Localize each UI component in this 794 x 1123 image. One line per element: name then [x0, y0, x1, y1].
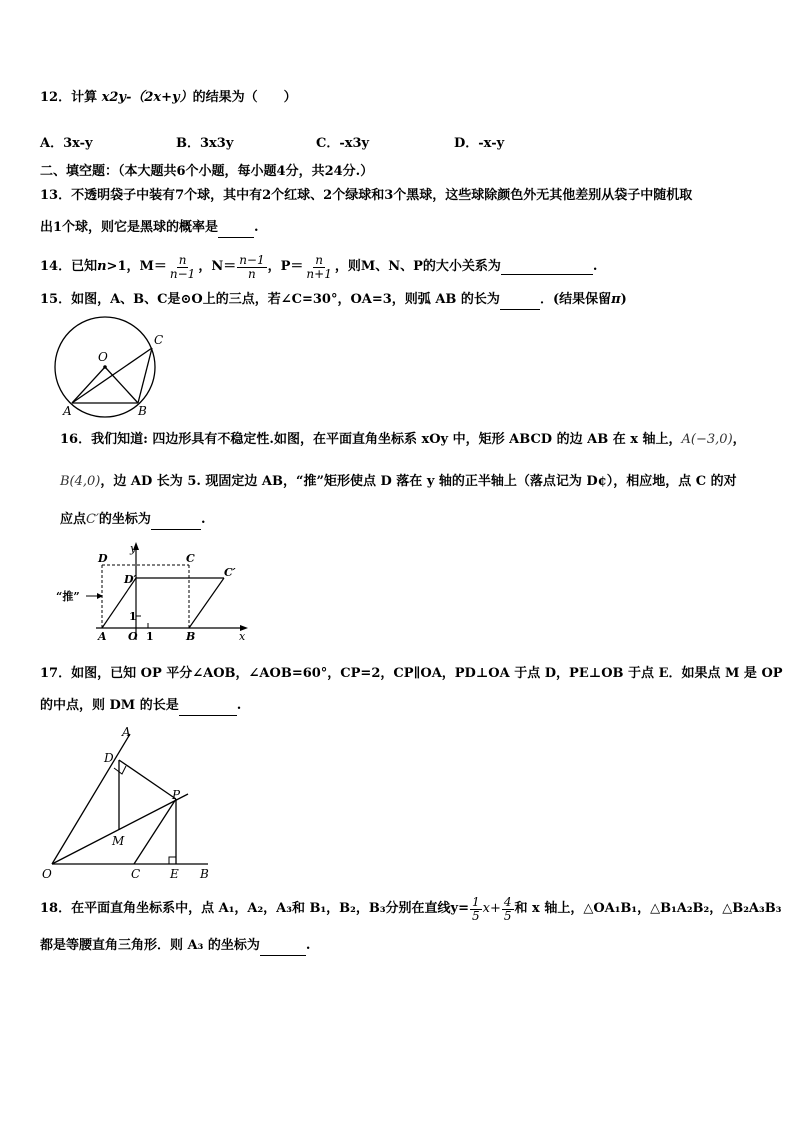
question-16-line3: 应点C′的坐标为 . — [60, 510, 764, 530]
question-18-line1: 18．在平面直角坐标系中，点 A₁，A₂，A₃和 B₁，B₂，B₃分别在直线 y= $\frac{1}{5}$ x + $\frac{4}{5}$ 和 x 轴上，△OA₁B₁，△B₁A₂B₂，△B₂A₃B₃ — [40, 894, 782, 923]
question-12: 12．计算 x2y-（2x+y）的结果为（ ） — [40, 90, 297, 105]
label-a: A — [98, 630, 107, 643]
label-e: E — [170, 867, 179, 881]
angle-figure — [38, 722, 224, 882]
label-c: C — [131, 867, 141, 881]
label-b: B — [200, 867, 209, 881]
question-13-line2: 出1个球，则它是黑球的概率是 . — [40, 218, 764, 238]
fraction-one-fifth: $\frac{1}{5}$ — [471, 894, 480, 923]
answer-blank[interactable] — [500, 295, 540, 310]
answer-blank[interactable] — [218, 223, 254, 238]
fraction-m: $\frac{n}{n-1}$ — [169, 252, 196, 281]
option-b: B．3x3y — [176, 136, 234, 151]
tick-label-y1: 1 — [129, 610, 137, 623]
answer-blank[interactable] — [151, 515, 201, 530]
section-heading: 二、填空题：（本大题共6个小题，每小题4分，共24分.） — [40, 164, 374, 179]
circle-figure — [50, 312, 170, 422]
option-c: C．-x3y — [316, 136, 370, 151]
label-m: M — [112, 834, 125, 848]
option-d: D．-x-y — [454, 136, 505, 151]
label-o: O — [42, 867, 52, 881]
question-16-line1: 16．我们知道: 四边形具有不稳定性.如图，在平面直角坐标系 xOy 中，矩形 ABCD 的边 AB 在 x 轴上，A(−3,0)， — [60, 432, 746, 447]
question-13-line1: 13．不透明袋子中装有7个球，其中有2个红球、2个绿球和3个黑球，这些球除颜色外无其他差别从袋子中随机取 — [40, 188, 693, 203]
label-b: B — [138, 404, 147, 418]
option-a: A．3x-y — [40, 136, 93, 151]
label-a: A — [122, 725, 131, 739]
label-d-prime: D′ — [124, 573, 137, 586]
fraction-four-fifths: $\frac{4}{5}$ — [503, 894, 512, 923]
answer-blank[interactable] — [501, 260, 593, 275]
coordinate-figure — [56, 540, 256, 645]
label-x-axis: x — [239, 630, 246, 643]
label-a: A — [63, 404, 72, 418]
push-label: “推” — [56, 590, 80, 603]
label-p: P — [172, 788, 181, 802]
question-17-line2: 的中点，则 DM 的长是 . — [40, 696, 764, 716]
fraction-p: $\frac{n}{n+1}$ — [306, 252, 332, 281]
question-14: 14．已知 n >1，M＝ $\frac{n}{n-1}$ ，N＝ $\frac{n-1}{n}$ ，P＝ $\frac{n}{n+1}$ ，则M、N、P的大小关系为 . — [40, 252, 598, 281]
label-c: C — [154, 333, 164, 347]
tick-label-x1: 1 — [146, 630, 154, 643]
answer-blank[interactable] — [260, 941, 306, 956]
label-o: O — [128, 630, 138, 643]
label-y-axis: y — [130, 542, 137, 555]
question-16-line2: B(4,0)，边 AD 长为 5. 现固定边 AB，“推”矩形使点 D 落在 y 轴的正半轴上（落点记为 D¢），相应地，点 C 的对 — [60, 474, 737, 489]
label-c: C — [186, 552, 195, 565]
label-b: B — [186, 630, 196, 643]
question-18-line2: 都是等腰直角三角形．则 A₃ 的坐标为 . — [40, 936, 764, 956]
question-15: 15．如图，A、B、C是⊙O上的三点，若∠C=30°，OA=3，则弧 AB 的长为 ．(结果保留π) — [40, 290, 764, 310]
label-d: D — [104, 751, 114, 765]
fraction-n: $\frac{n-1}{n}$ — [239, 252, 265, 281]
question-17-line1: 17．如图，已知 OP 平分∠AOB，∠AOB=60°，CP=2，CP∥OA，PD⊥OA 于点 D，PE⊥OB 于点 E．如果点 M 是 OP — [40, 666, 783, 681]
label-d: D — [98, 552, 108, 565]
answer-blank[interactable] — [179, 701, 237, 716]
label-c-prime: C′ — [224, 566, 236, 579]
label-o: O — [98, 350, 108, 364]
